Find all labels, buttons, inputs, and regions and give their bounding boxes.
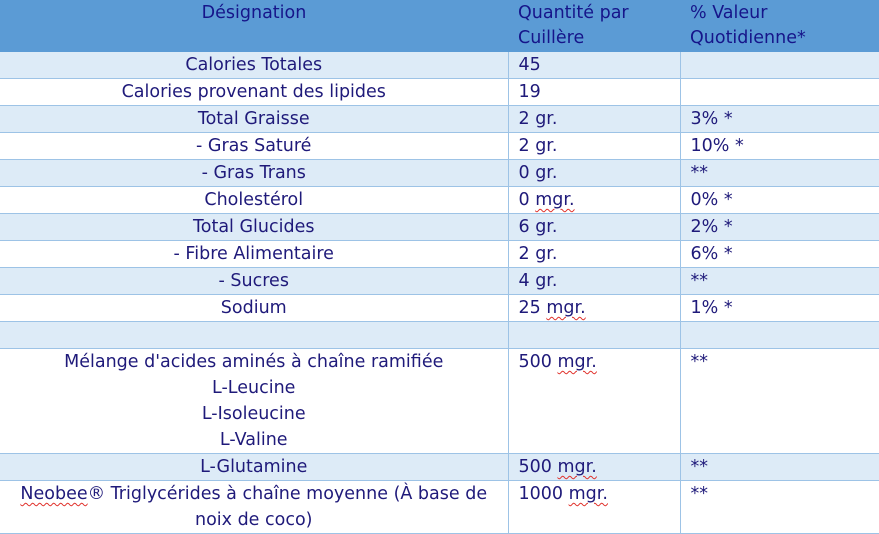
quantity-unit: mgr.	[546, 298, 586, 318]
bcaa-isoleucine: L-Isoleucine	[201, 404, 306, 424]
quantity-number: 0	[518, 190, 530, 210]
spacer-cell	[0, 322, 508, 349]
brand-name: Neobee	[20, 484, 88, 504]
row-name: Total Glucides	[0, 214, 508, 241]
row-name: Cholestérol	[0, 187, 508, 214]
spacer-row	[0, 322, 879, 349]
row-daily-value: 3% *	[680, 106, 879, 133]
row-quantity: 19	[508, 79, 680, 106]
header-daily-value: % Valeur Quotidienne*	[680, 0, 879, 52]
row-name: Calories Totales	[0, 52, 508, 79]
row-quantity	[508, 349, 680, 454]
row-daily-value: 10% *	[680, 133, 879, 160]
row-quantity: 0 gr.	[508, 160, 680, 187]
row-quantity: 4 gr.	[508, 268, 680, 295]
row-quantity	[508, 481, 680, 534]
row-quantity	[508, 295, 680, 322]
header-row	[0, 0, 879, 52]
row-daily-value: **	[680, 268, 879, 295]
row-quantity: 2 gr.	[508, 241, 680, 268]
row-name: - Gras Trans	[0, 160, 508, 187]
row-daily-value	[680, 52, 879, 79]
row-quantity	[508, 454, 680, 481]
table-row	[0, 79, 879, 106]
table-row-bcaa	[0, 349, 879, 454]
bcaa-valine: L-Valine	[219, 430, 288, 450]
row-name: Sodium	[0, 295, 508, 322]
row-quantity	[508, 187, 680, 214]
row-daily-value: **	[680, 349, 879, 454]
row-daily-value: **	[680, 454, 879, 481]
table-row	[0, 454, 879, 481]
row-name: - Gras Saturé	[0, 133, 508, 160]
row-name: - Sucres	[0, 268, 508, 295]
row-daily-value: **	[680, 160, 879, 187]
table-row	[0, 187, 879, 214]
row-name	[0, 349, 508, 454]
quantity-number: 500	[518, 457, 552, 477]
header-quantity: Quantité par Cuillère	[508, 0, 680, 52]
row-daily-value	[680, 79, 879, 106]
row-daily-value: 6% *	[680, 241, 879, 268]
spacer-cell	[680, 322, 879, 349]
bcaa-leucine: L-Leucine	[212, 378, 296, 398]
row-quantity: 6 gr.	[508, 214, 680, 241]
quantity-number: 1000	[518, 484, 564, 504]
row-name: L-Glutamine	[0, 454, 508, 481]
spacer-cell	[508, 322, 680, 349]
table-row	[0, 52, 879, 79]
header-designation: Désignation	[0, 0, 508, 52]
table-row	[0, 481, 879, 534]
bcaa-title: Mélange d'acides aminés à chaîne ramifiée	[64, 352, 444, 372]
quantity-unit: mgr.	[557, 457, 597, 477]
row-name: Calories provenant des lipides	[0, 79, 508, 106]
table-row	[0, 268, 879, 295]
row-daily-value: **	[680, 481, 879, 534]
mct-description: ® Triglycérides à chaîne moyenne (À base de noix de coco)	[87, 484, 488, 530]
table-row	[0, 106, 879, 133]
quantity-number: 500	[518, 352, 552, 372]
row-quantity: 2 gr.	[508, 133, 680, 160]
table-row	[0, 295, 879, 322]
row-quantity: 2 gr.	[508, 106, 680, 133]
row-name: Total Graisse	[0, 106, 508, 133]
table-row	[0, 214, 879, 241]
quantity-unit: mgr.	[557, 352, 597, 372]
row-daily-value: 1% *	[680, 295, 879, 322]
row-daily-value: 2% *	[680, 214, 879, 241]
row-name: - Fibre Alimentaire	[0, 241, 508, 268]
row-daily-value: 0% *	[680, 187, 879, 214]
quantity-unit: mgr.	[535, 190, 575, 210]
table-row	[0, 160, 879, 187]
quantity-number: 25	[518, 298, 541, 318]
quantity-unit: mgr.	[568, 484, 608, 504]
table-row	[0, 133, 879, 160]
row-name	[0, 481, 508, 534]
table-row	[0, 241, 879, 268]
row-quantity: 45	[508, 52, 680, 79]
